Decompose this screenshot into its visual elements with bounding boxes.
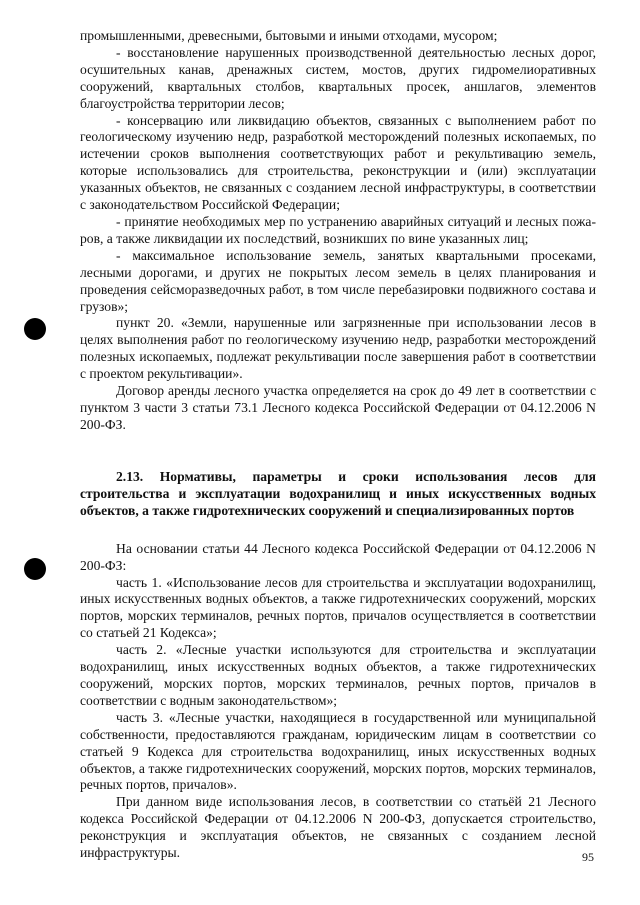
spacer [80, 434, 596, 468]
paragraph-continuation: промышленными, древесными, бытовыми и иными отходами, мусором; [80, 28, 498, 43]
list-item-emergency-measures: - принятие необходимых мер по устранению аварийных ситуаций и лесных пожа-ров, а также ликвидации их последствий, возникших по вине указанных лиц; [80, 213, 596, 246]
paragraph-permitted-activities: При данном виде использования лесов, в соответствии со статьёй 21 Лесного кодекса Российской Федерации от 04.12.2006 N 200-ФЗ, допускается строительство, реконструкция и эксплуатация объектов, не связанных с созданием лесной инфраструктуры. [80, 794, 596, 861]
paragraph-part-3: часть 3. «Лесные участки, находящиеся в государственной или муниципальной собственности, предоставляются гражданам, юридическим лицам в соответствии со статьей 9 Кодекса для строительства водохранилищ, иных искусственных водных объектов, а также гидротехнических сооружений, морских портов, морских терминалов, речных портов, причалов». [80, 709, 596, 793]
punch-hole-mark [24, 558, 46, 580]
page-number: 95 [582, 850, 594, 864]
list-item-restoration: - восстановление нарушенных производственной деятельностью лесных дорог, осушительных канав, дренажных систем, мостов, других гидромелиоративных сооружений, квартальных столбов, квартальных просек, аншлагов, элементов благоустройства территории лесов; [80, 44, 596, 111]
body-text [80, 28, 596, 862]
spacer [80, 519, 596, 541]
paragraph-part-2: часть 2. «Лесные участки используются для строительства и эксплуатации водохранилищ, иных искусственных водных объектов, а также гидротехнических сооружений, морских портов, морских терминалов, речных портов, причалов в соответствии с водным законодательством»; [80, 642, 596, 708]
list-item-land-use: - максимальное использование земель, занятых квартальными просеками, лесными дорогами, и других не покрытых лесом земель в целях планирования и проведения сейсморазведочных работ, в том числе перебазировки подвижного состава и грузов»; [80, 247, 596, 314]
paragraph-lease-term: Договор аренды лесного участка определяется на срок до 49 лет в соответствии с пунктом 3 части 3 статьи 73.1 Лесного кодекса Российской Федерации от 04.12.2006 N 200-ФЗ. [80, 383, 596, 432]
paragraph-part-1: часть 1. «Использование лесов для строительства и эксплуатации водохранилищ, иных искусственных водных объектов, а также гидротехнических сооружений, морских портов, морских терминалов, речных портов, причалов осуществляется в соответствии со статьей 21 Кодекса»; [80, 574, 596, 641]
paragraph-clause-20: пункт 20. «Земли, нарушенные или загрязненные при использовании лесов в целях выполнения работ по геологическому изучению недр, разработки месторождений полезных ископаемых, подлежат рекультивации после завершения работ в соответствии с проектом рекультивации». [80, 315, 596, 382]
list-item-conservation: - консервацию или ликвидацию объектов, связанных с выполнением работ по геологическому изучению недр, разработкой месторождений полезных ископаемых, по истечении сроков выполнения соответствующих работ и рекультивацию земель, которые использовались для строительства, реконструкции и (или) эксплуатации указанных объектов, не связанных с созданием лесной инфраструктуры, в соответствии с законодательством Российской Федерации; [80, 112, 596, 213]
section-heading: 2.13. Нормативы, параметры и сроки использования лесов для строительства и эксплуатации водохранилищ и иных искусственных водных объектов, а также гидротехнических сооружений и специализированных портов [80, 468, 596, 518]
paragraph-basis: На основании статьи 44 Лесного кодекса Российской Федерации от 04.12.2006 N 200-ФЗ: [80, 540, 596, 573]
punch-hole-mark [24, 318, 46, 340]
